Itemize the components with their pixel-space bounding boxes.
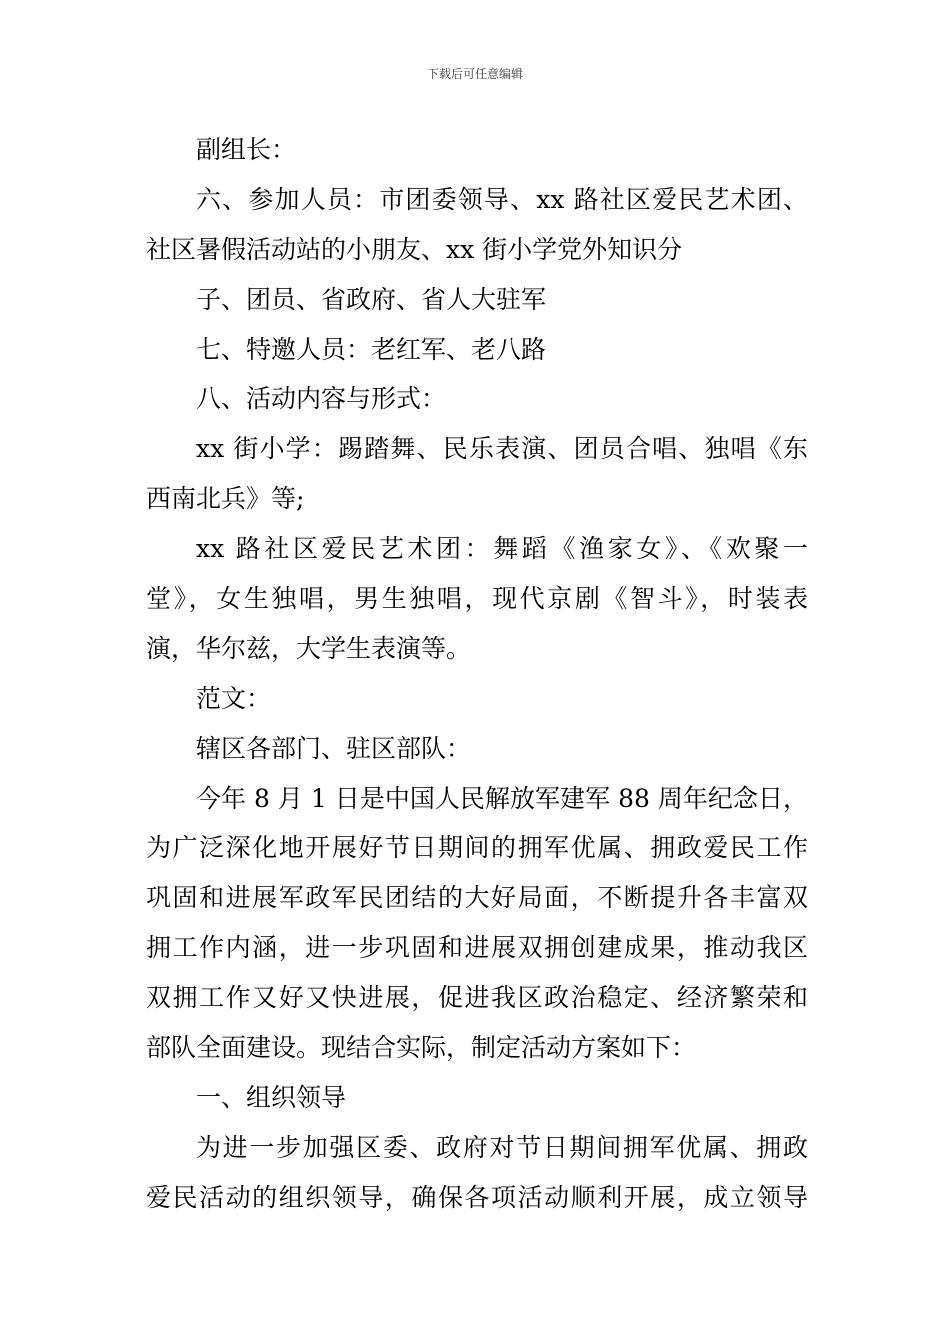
text-line: xx 街小学：踢踏舞、民乐表演、团员合唱、独唱《东 (196, 434, 808, 464)
text-line: 八、活动内容与形式： (196, 384, 447, 414)
text-line: 演，华尔兹，大学生表演等。 (146, 633, 472, 663)
text-line: 拥工作内涵，进一步巩固和进展双拥创建成果，推动我区 (146, 933, 808, 963)
text-line: 七、特邀人员：老红军、老八路 (196, 334, 547, 364)
text-line: 为进一步加强区委、政府对节日期间拥军优属、拥政 (196, 1132, 808, 1162)
document-body (146, 125, 808, 1223)
text-line: 今年 8 月 1 日是中国人民解放军建军 88 周年纪念日， (196, 783, 808, 813)
text-line: 巩固和进展军政军民团结的大好局面，不断提升各丰富双 (146, 883, 808, 913)
text-line: xx 路社区爱民艺术团：舞蹈《渔家女》、《欢聚一 (196, 534, 808, 564)
text-line: 西南北兵》等; (146, 484, 305, 514)
text-line: 六、参加人员：市团委领导、xx 路社区爱民艺术团、 (196, 184, 808, 214)
text-line: 辖区各部门、驻区部队： (196, 733, 472, 763)
text-line: 双拥工作又好又快进展，促进我区政治稳定、经济繁荣和 (146, 983, 808, 1013)
text-line: 副组长： (196, 135, 297, 164)
text-line: 社区暑假活动站的小朋友、xx 街小学党外知识分 (146, 234, 683, 264)
text-line: 部队全面建设。现结合实际，制定活动方案如下： (146, 1033, 697, 1063)
text-line: 子、团员、省政府、省人大驻军 (196, 284, 547, 314)
text-line: 一、组织领导 (196, 1082, 347, 1112)
text-line: 范文： (196, 683, 272, 713)
text-line: 堂》，女生独唱，男生独唱，现代京剧《智斗》，时装表 (146, 584, 808, 614)
page-header: 下载后可任意编辑 (426, 67, 523, 81)
text-line: 为广泛深化地开展好节日期间的拥军优属、拥政爱民工作 (146, 833, 808, 863)
text-line: 爱民活动的组织领导，确保各项活动顺利开展，成立领导 (146, 1182, 808, 1212)
